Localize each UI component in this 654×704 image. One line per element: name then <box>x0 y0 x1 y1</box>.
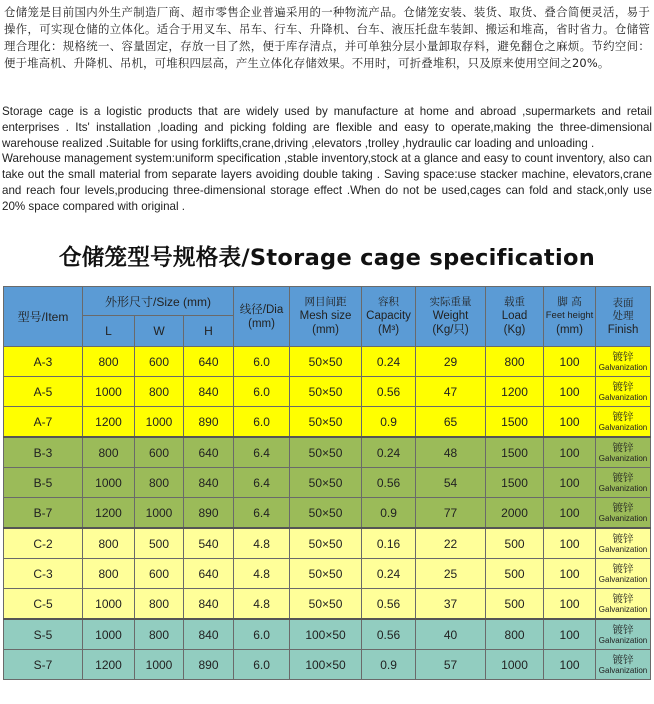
cell-finish <box>596 377 651 407</box>
cell-feet: 100 <box>544 650 596 680</box>
cell-finish <box>596 347 651 377</box>
cell-weight: 48 <box>416 437 486 468</box>
cell-dia: 6.4 <box>234 468 290 498</box>
cell-finish <box>596 528 651 559</box>
cell-L: 1000 <box>83 619 135 650</box>
cell-finish <box>596 468 651 498</box>
cell-feet: 100 <box>544 377 596 407</box>
header-mesh-unit: (mm) <box>312 324 339 336</box>
spec-table-body <box>4 347 651 680</box>
table-row <box>4 619 651 650</box>
cell-weight: 22 <box>416 528 486 559</box>
cell-mesh: 100×50 <box>290 650 362 680</box>
cell-item: A-5 <box>4 377 83 407</box>
cell-weight: 47 <box>416 377 486 407</box>
cell-L: 1200 <box>83 650 135 680</box>
cell-L: 1200 <box>83 407 135 438</box>
finish-en: Galvanization <box>598 635 648 645</box>
cell-W: 800 <box>135 468 184 498</box>
cell-W: 1000 <box>135 650 184 680</box>
header-capacity-cn: 容积 <box>378 296 400 308</box>
header-capacity <box>362 287 416 347</box>
cell-load: 2000 <box>486 498 544 529</box>
cell-cap: 0.9 <box>362 650 416 680</box>
cell-load: 500 <box>486 559 544 589</box>
cell-load: 800 <box>486 619 544 650</box>
cell-H: 890 <box>184 407 234 438</box>
table-row <box>4 559 651 589</box>
header-weight <box>416 287 486 347</box>
cell-cap: 0.56 <box>362 377 416 407</box>
header-dia-unit: (mm) <box>248 317 275 330</box>
finish-cn: 镀锌 <box>612 410 634 423</box>
cell-mesh: 50×50 <box>290 468 362 498</box>
finish-en: Galvanization <box>598 392 648 402</box>
header-feet-unit: (mm) <box>556 324 583 336</box>
cell-item: C-3 <box>4 559 83 589</box>
cell-H: 890 <box>184 498 234 529</box>
cell-mesh: 50×50 <box>290 407 362 438</box>
cell-H: 640 <box>184 347 234 377</box>
cell-dia: 6.0 <box>234 650 290 680</box>
finish-cn: 镀锌 <box>612 350 634 363</box>
intro-english-paragraph <box>2 104 652 215</box>
cell-item: B-5 <box>4 468 83 498</box>
cell-cap: 0.9 <box>362 498 416 529</box>
cell-feet: 100 <box>544 528 596 559</box>
cell-H: 840 <box>184 468 234 498</box>
intro-english-line-2: Warehouse management system:uniform specification ,stable inventory,stock at a glance and easy to count inventory, also can take out the small material from separate layers avoiding double taking . Saving space:use stacker machine, elevators,crane and reach four levels,producing three-dimensional storage effect .When do not be used,cages can fold and stack,only use 20% space compared with original . <box>2 152 652 213</box>
cell-finish <box>596 559 651 589</box>
cell-item: A-3 <box>4 347 83 377</box>
cell-finish <box>596 437 651 468</box>
finish-en: Galvanization <box>598 544 648 554</box>
table-row <box>4 468 651 498</box>
cell-finish <box>596 619 651 650</box>
header-capacity-unit: (M³) <box>377 324 400 336</box>
cell-cap: 0.24 <box>362 347 416 377</box>
cell-W: 600 <box>135 437 184 468</box>
cell-H: 840 <box>184 589 234 620</box>
header-load <box>486 287 544 347</box>
finish-en: Galvanization <box>598 483 648 493</box>
cell-H: 640 <box>184 437 234 468</box>
cell-L: 1000 <box>83 589 135 620</box>
finish-en: Galvanization <box>598 513 648 523</box>
finish-cn: 镀锌 <box>612 380 634 393</box>
header-feet-en: Feet height <box>545 310 594 321</box>
cell-L: 1000 <box>83 468 135 498</box>
finish-en: Galvanization <box>598 453 648 463</box>
cell-W: 800 <box>135 619 184 650</box>
header-load-en: Load <box>501 310 528 322</box>
cell-item: S-7 <box>4 650 83 680</box>
cell-feet: 100 <box>544 468 596 498</box>
finish-cn: 镀锌 <box>612 562 634 575</box>
finish-cn: 镀锌 <box>612 532 634 545</box>
cell-dia: 6.0 <box>234 619 290 650</box>
table-row <box>4 498 651 529</box>
cell-load: 1500 <box>486 468 544 498</box>
header-dia <box>234 287 290 347</box>
cell-L: 800 <box>83 437 135 468</box>
cell-load: 800 <box>486 347 544 377</box>
intro-chinese-paragraph: 仓储笼是目前国内外生产制造厂商、超市零售企业普遍采用的一种物流产品。仓储笼安装、装货、取货、叠合简便灵活，易于操作，可实现仓储的立体化。适合于用叉车、吊车、行车、升降机、台车、液压托盘车装卸、搬运和堆高，省时省力。仓储管理合理化：规格统一、容量固定，存放一目了然，便于库存清点，并可单独分层小量卸取存料，避免翻仓之麻烦。节约空间：便于堆高机、升降机、吊机，可堆积四层高，产生立体化存储效果。不用时，可折叠堆积，只及原来使用空间之20%。 <box>4 5 650 70</box>
cell-H: 840 <box>184 377 234 407</box>
cell-cap: 0.56 <box>362 589 416 620</box>
header-size-w: W <box>135 316 184 347</box>
finish-cn: 镀锌 <box>612 592 634 605</box>
cell-dia: 6.0 <box>234 377 290 407</box>
finish-cn: 镀锌 <box>612 471 634 484</box>
cell-load: 1200 <box>486 377 544 407</box>
header-size-l: L <box>83 316 135 347</box>
cell-L: 800 <box>83 559 135 589</box>
cell-L: 1000 <box>83 377 135 407</box>
finish-en: Galvanization <box>598 604 648 614</box>
cell-feet: 100 <box>544 437 596 468</box>
cell-cap: 0.24 <box>362 559 416 589</box>
finish-cn: 镀锌 <box>612 501 634 514</box>
table-row <box>4 650 651 680</box>
cell-mesh: 50×50 <box>290 347 362 377</box>
cell-W: 800 <box>135 589 184 620</box>
finish-en: Galvanization <box>598 665 648 675</box>
cell-finish <box>596 407 651 438</box>
cell-W: 600 <box>135 347 184 377</box>
cell-weight: 54 <box>416 468 486 498</box>
table-row <box>4 347 651 377</box>
cell-dia: 6.4 <box>234 437 290 468</box>
cell-dia: 4.8 <box>234 589 290 620</box>
header-mesh-cn: 网目间距 <box>304 296 347 308</box>
cell-item: C-2 <box>4 528 83 559</box>
cell-weight: 65 <box>416 407 486 438</box>
finish-en: Galvanization <box>598 422 648 432</box>
cell-weight: 25 <box>416 559 486 589</box>
spec-table <box>3 286 651 680</box>
cell-finish <box>596 650 651 680</box>
cell-cap: 0.9 <box>362 407 416 438</box>
table-row <box>4 377 651 407</box>
finish-cn: 镀锌 <box>612 441 634 454</box>
table-row <box>4 437 651 468</box>
table-row <box>4 407 651 438</box>
table-row <box>4 528 651 559</box>
cell-feet: 100 <box>544 619 596 650</box>
header-feet-cn: 脚 高 <box>557 296 582 308</box>
header-mesh <box>290 287 362 347</box>
cell-mesh: 50×50 <box>290 437 362 468</box>
finish-cn: 镀锌 <box>612 653 634 666</box>
cell-dia: 6.4 <box>234 498 290 529</box>
cell-weight: 77 <box>416 498 486 529</box>
cell-feet: 100 <box>544 559 596 589</box>
cell-W: 1000 <box>135 498 184 529</box>
cell-H: 640 <box>184 559 234 589</box>
cell-L: 800 <box>83 347 135 377</box>
cell-feet: 100 <box>544 589 596 620</box>
header-finish-cn1: 表面 <box>612 296 634 309</box>
cell-L: 800 <box>83 528 135 559</box>
cell-load: 1000 <box>486 650 544 680</box>
cell-H: 840 <box>184 619 234 650</box>
table-row <box>4 589 651 620</box>
header-finish-cn2: 处理 <box>612 309 634 322</box>
header-weight-cn: 实际重量 <box>429 296 472 308</box>
cell-dia: 6.0 <box>234 407 290 438</box>
header-weight-en: Weight <box>432 310 469 322</box>
header-load-cn: 载重 <box>504 296 526 308</box>
header-capacity-en: Capacity <box>366 310 411 322</box>
cell-item: S-5 <box>4 619 83 650</box>
cell-load: 500 <box>486 528 544 559</box>
cell-W: 1000 <box>135 407 184 438</box>
cell-load: 1500 <box>486 437 544 468</box>
spec-table-title: 仓储笼型号规格表/Storage cage specification <box>58 245 596 271</box>
finish-en: Galvanization <box>598 362 648 372</box>
cell-cap: 0.56 <box>362 619 416 650</box>
cell-dia: 6.0 <box>234 347 290 377</box>
header-size: 外形尺寸/Size (mm) <box>83 287 234 316</box>
cell-mesh: 50×50 <box>290 589 362 620</box>
cell-item: A-7 <box>4 407 83 438</box>
cell-weight: 37 <box>416 589 486 620</box>
cell-feet: 100 <box>544 498 596 529</box>
intro-english-line-1: Storage cage is a logistic products that are widely used by manufacture at home and abroad ,supermarkets and retail enterprises . Its' installation ,loading and picking folding are flexible and easy to operate,making the three-dimensional warehouse realized .Suitable for using forklifts,crane,driving ,elevators ,trolley ,hydraulic car loading and unloading . <box>2 105 652 150</box>
header-weight-unit: (Kg/只) <box>432 324 469 336</box>
cell-cap: 0.56 <box>362 468 416 498</box>
cell-mesh: 50×50 <box>290 528 362 559</box>
cell-H: 540 <box>184 528 234 559</box>
header-finish <box>596 287 651 347</box>
cell-item: B-7 <box>4 498 83 529</box>
header-size-h: H <box>184 316 234 347</box>
header-mesh-en: Mesh size <box>299 310 352 322</box>
cell-weight: 29 <box>416 347 486 377</box>
cell-dia: 4.8 <box>234 528 290 559</box>
cell-load: 1500 <box>486 407 544 438</box>
cell-feet: 100 <box>544 347 596 377</box>
header-feet-height <box>544 287 596 347</box>
cell-mesh: 50×50 <box>290 559 362 589</box>
cell-cap: 0.16 <box>362 528 416 559</box>
header-dia-label: 线径/Dia <box>239 303 284 316</box>
cell-finish <box>596 498 651 529</box>
header-finish-en: Finish <box>607 323 639 336</box>
cell-mesh: 50×50 <box>290 377 362 407</box>
cell-L: 1200 <box>83 498 135 529</box>
cell-W: 500 <box>135 528 184 559</box>
cell-cap: 0.24 <box>362 437 416 468</box>
cell-W: 600 <box>135 559 184 589</box>
cell-item: C-5 <box>4 589 83 620</box>
cell-item: B-3 <box>4 437 83 468</box>
header-item: 型号/Item <box>4 287 83 347</box>
finish-cn: 镀锌 <box>612 623 634 636</box>
cell-W: 800 <box>135 377 184 407</box>
spec-table-header <box>4 287 651 347</box>
cell-feet: 100 <box>544 407 596 438</box>
cell-dia: 4.8 <box>234 559 290 589</box>
cell-load: 500 <box>486 589 544 620</box>
header-load-unit: (Kg) <box>503 324 526 336</box>
cell-weight: 57 <box>416 650 486 680</box>
cell-weight: 40 <box>416 619 486 650</box>
cell-mesh: 50×50 <box>290 498 362 529</box>
finish-en: Galvanization <box>598 574 648 584</box>
cell-H: 890 <box>184 650 234 680</box>
cell-mesh: 100×50 <box>290 619 362 650</box>
cell-finish <box>596 589 651 620</box>
